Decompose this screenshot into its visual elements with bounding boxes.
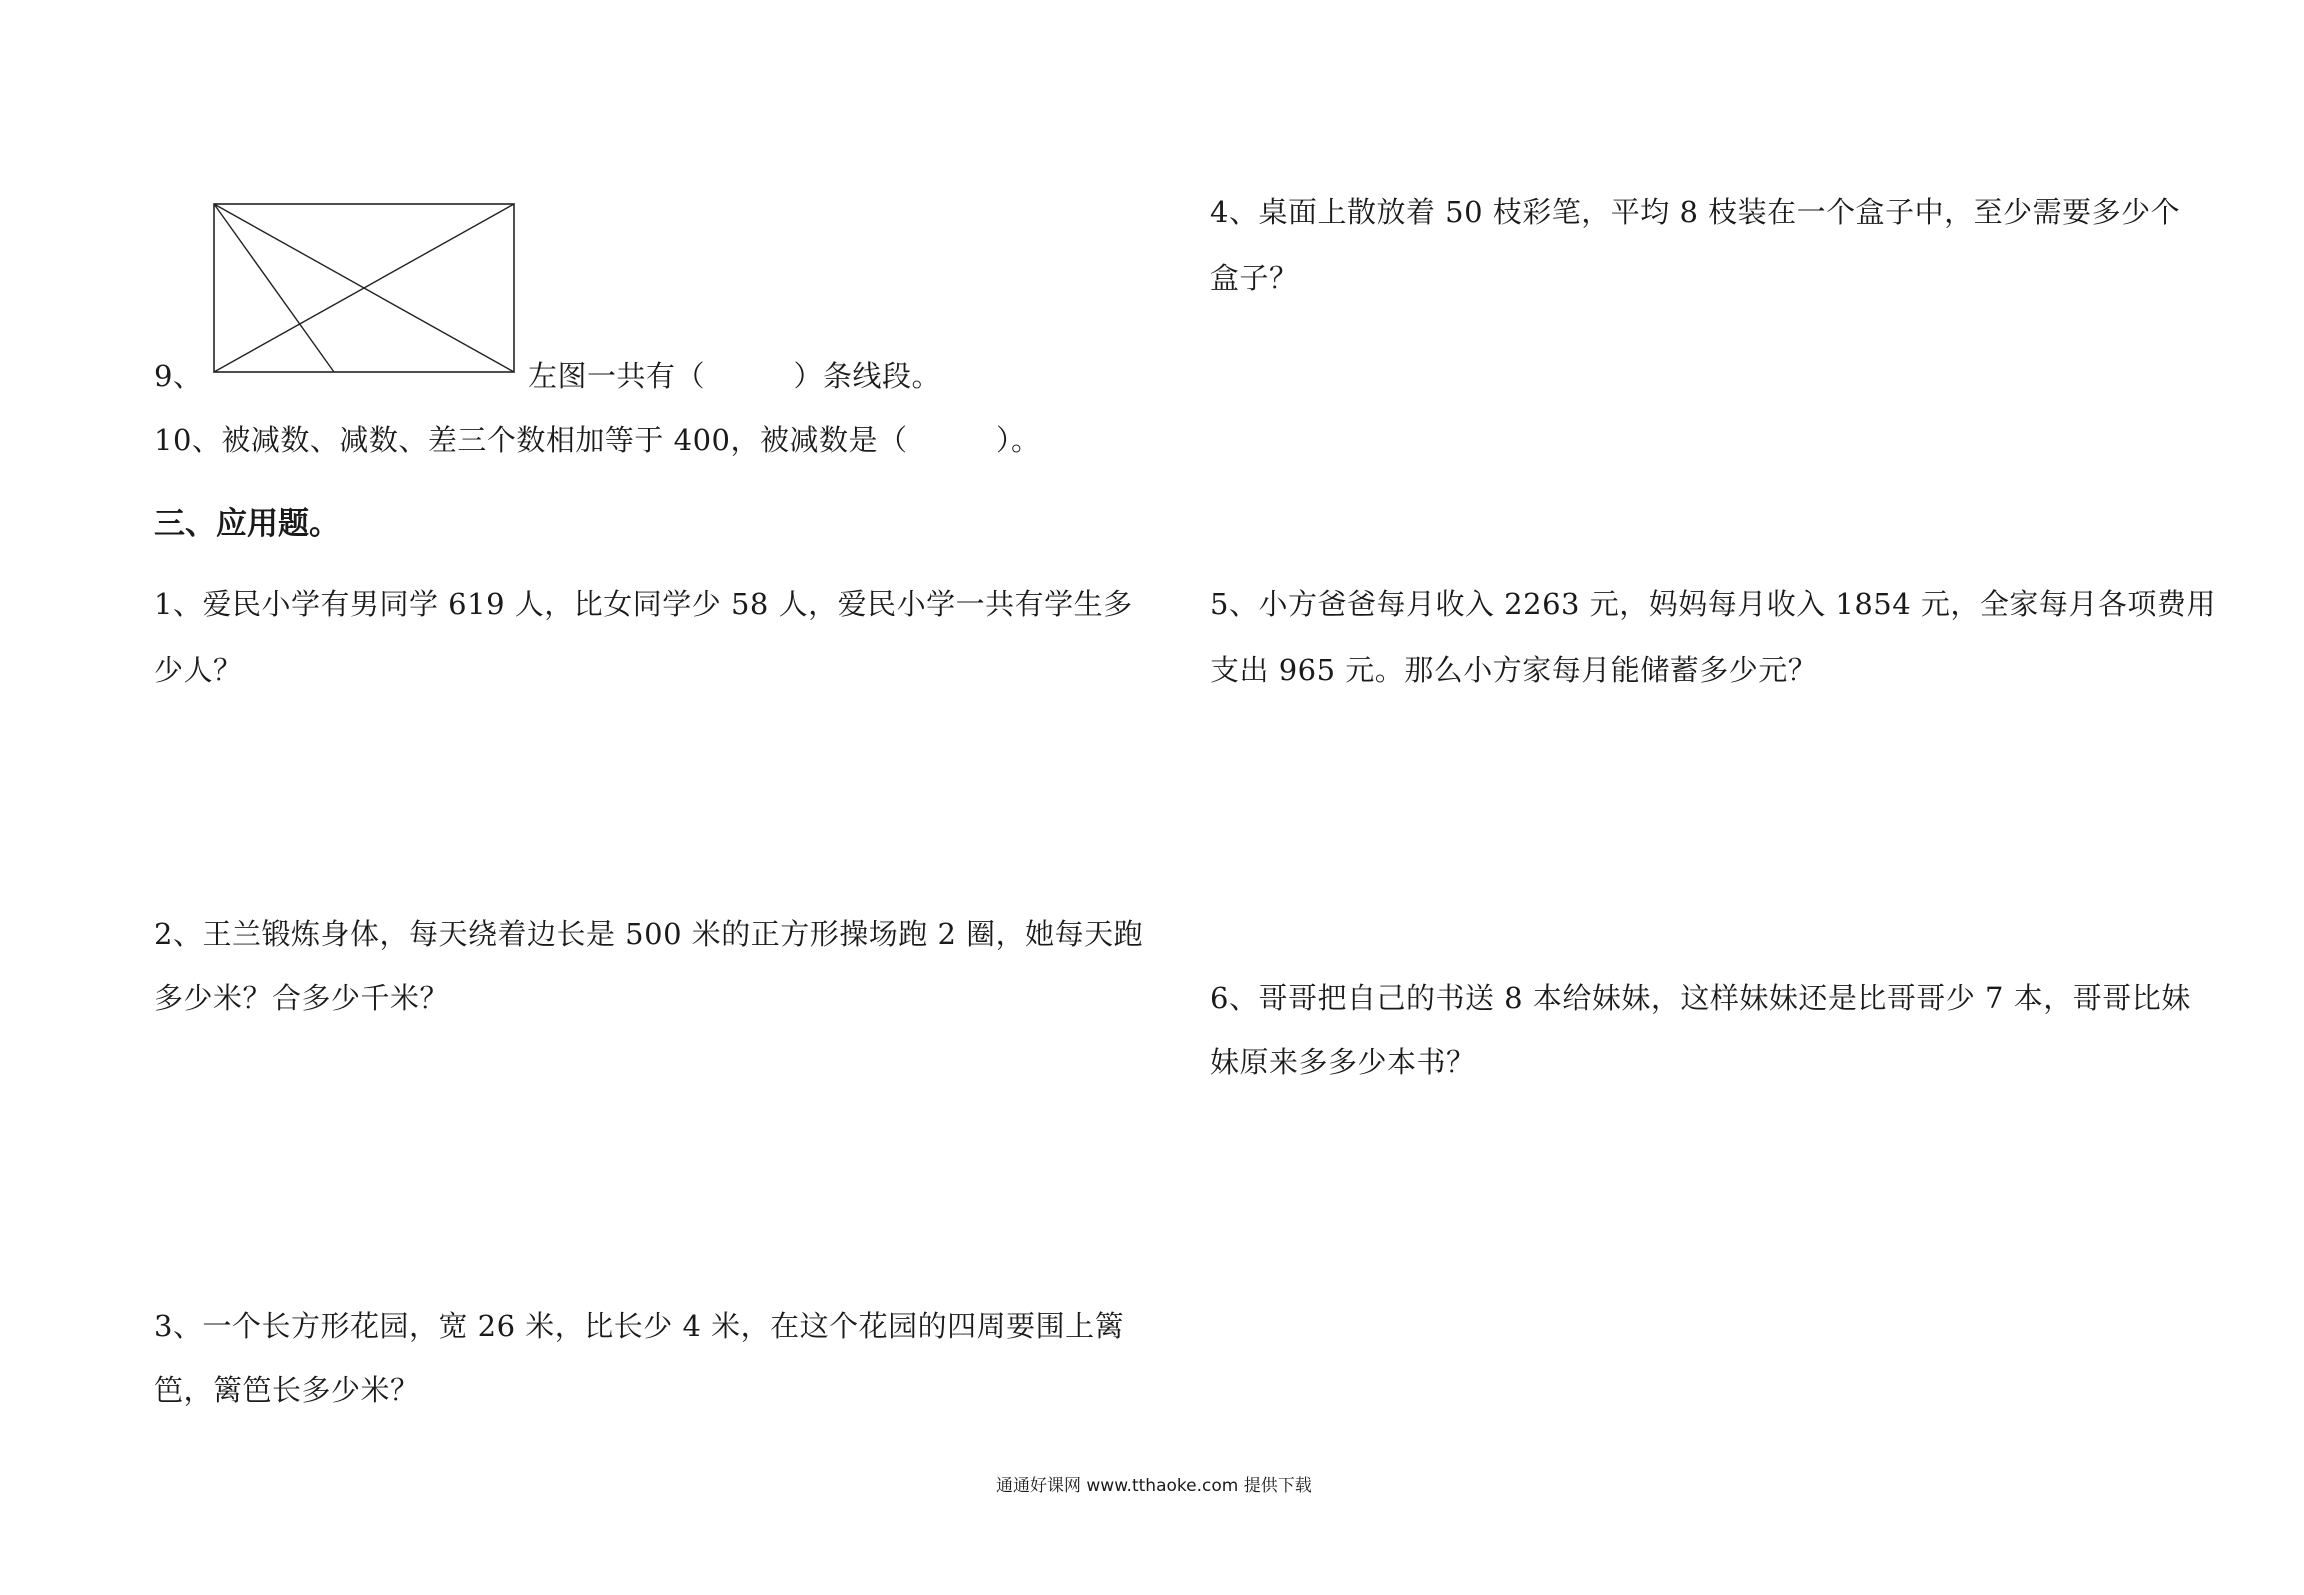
problem-5-line-2: 支出 965 元。那么小方家每月能储蓄多少元？	[1210, 653, 1818, 687]
problem-1-line-2: 少人？	[154, 653, 243, 687]
download-footer: 通通好课网 www.tthaoke.com 提供下载	[996, 1476, 1312, 1496]
figure-inner-segment	[214, 204, 334, 372]
problem-6-line-2: 妹原来多多少本书？	[1210, 1045, 1476, 1079]
problem-4-line-1: 4、桌面上散放着 50 枝彩笔，平均 8 枝装在一个盒子中，至少需要多少个	[1210, 195, 2181, 229]
q10-text: 10、被减数、减数、差三个数相加等于 400，被减数是（ ）。	[154, 423, 1041, 457]
problem-2-line-1: 2、王兰锻炼身体，每天绕着边长是 500 米的正方形操场跑 2 圈，她每天跑	[154, 917, 1144, 951]
problem-4-line-2: 盒子？	[1210, 261, 1299, 295]
q9-number: 9、	[154, 359, 203, 393]
line-segment-figure	[212, 202, 518, 376]
problem-5-line-1: 5、小方爸爸每月收入 2263 元，妈妈每月收入 1854 元，全家每月各项费用	[1210, 587, 2216, 621]
problem-3-line-2: 笆，篱笆长多少米？	[154, 1373, 420, 1407]
section-title: 三、应用题。	[154, 506, 340, 542]
problem-3-line-1: 3、一个长方形花园，宽 26 米，比长少 4 米，在这个花园的四周要围上篱	[154, 1309, 1125, 1343]
problem-1-line-1: 1、爱民小学有男同学 619 人，比女同学少 58 人，爱民小学一共有学生多	[154, 587, 1133, 621]
problem-6-line-1: 6、哥哥把自己的书送 8 本给妹妹，这样妹妹还是比哥哥少 7 本，哥哥比妹	[1210, 981, 2191, 1015]
problem-2-line-2: 多少米？合多少千米？	[154, 981, 450, 1015]
q9-text: 左图一共有（ ）条线段。	[528, 359, 942, 393]
